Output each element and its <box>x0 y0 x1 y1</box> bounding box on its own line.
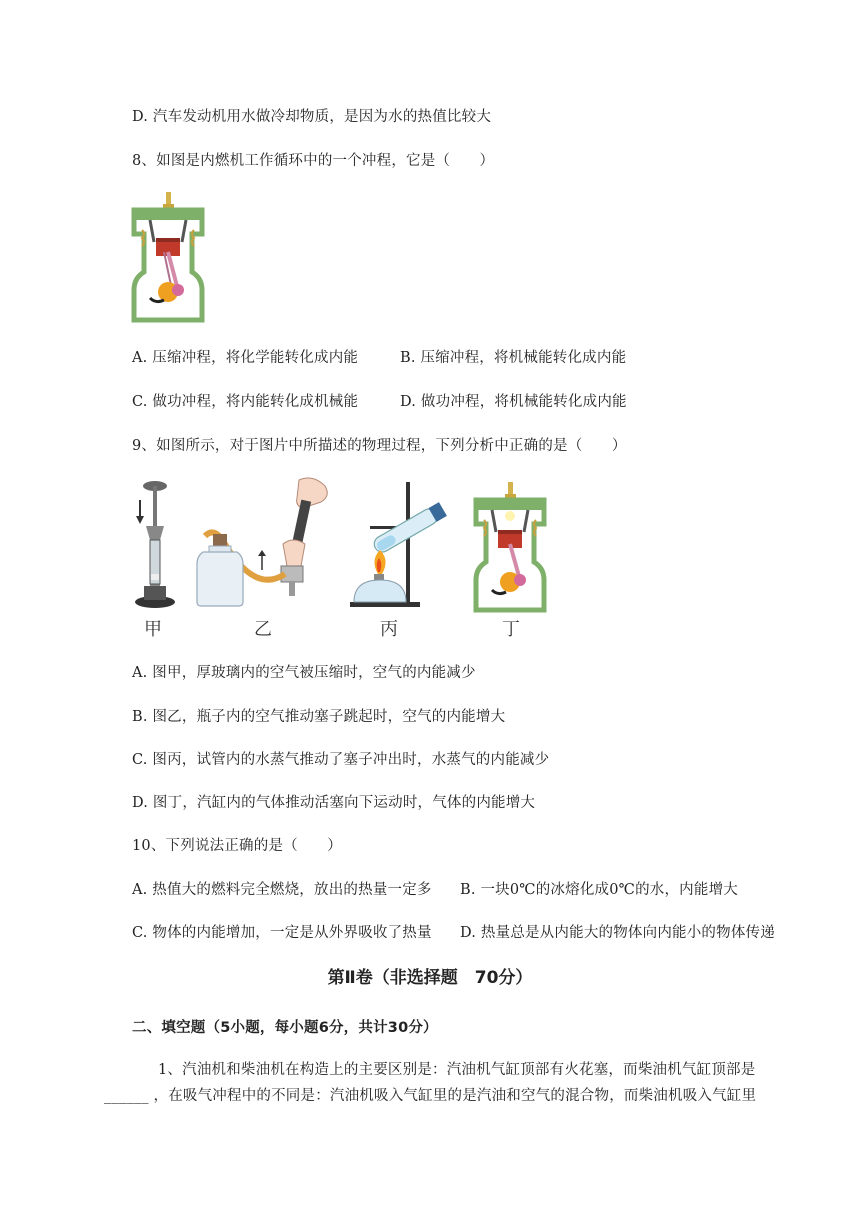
caption-ding: 丁 <box>502 619 520 640</box>
engine-stroke-figure <box>128 190 208 325</box>
q9-option-d: D. 图丁，汽缸内的气体推动活塞向下运动时，气体的内能增大 <box>132 795 536 811</box>
q1-line2: ______ ，在吸气冲程中的不同是：汽油机吸入气缸里的是汽油和空气的混合物，而柴油机吸入气缸里 <box>104 1088 757 1104</box>
q10-option-b: B. 一块0℃的冰熔化成0℃的水，内能增大 <box>460 882 738 898</box>
q8-option-a: A. 压缩冲程，将化学能转化成内能 <box>132 350 359 366</box>
q8-option-c: C. 做功冲程，将内能转化成机械能 <box>132 394 359 410</box>
part2-title: 第Ⅱ卷（非选择题 70分） <box>327 968 533 988</box>
q10-stem: 10、下列说法正确的是（ ） <box>132 838 342 854</box>
q8-option-d: D. 做功冲程，将机械能转化成内能 <box>400 394 627 410</box>
q8-option-b: B. 压缩冲程，将机械能转化成内能 <box>400 350 627 366</box>
q8-stem: 8、如图是内燃机工作循环中的一个冲程，它是（ ） <box>132 153 495 169</box>
q9-option-b: B. 图乙，瓶子内的空气推动塞子跳起时，空气的内能增大 <box>132 709 506 725</box>
figure-ding-engine <box>470 480 550 615</box>
q9-stem: 9、如图所示，对于图片中所描述的物理过程，下列分析中正确的是（ ） <box>132 438 627 454</box>
q10-option-d: D. 热量总是从内能大的物体向内能小的物体传递 <box>460 925 775 941</box>
q1-line1: 1、汽油机和柴油机在构造上的主要区别是：汽油机气缸顶部有火花塞，而柴油机气缸顶部是 <box>158 1062 756 1078</box>
q7-option-d: D. 汽车发动机用水做冷却物质，是因为水的热值比较大 <box>132 109 492 125</box>
figure-jia-compression <box>130 478 180 613</box>
figure-yi-bottle-pump <box>195 474 335 614</box>
caption-yi: 乙 <box>254 619 272 640</box>
section-heading: 二、填空题（5小题，每小题6分，共计30分） <box>132 1020 438 1036</box>
caption-bing: 丙 <box>380 619 398 640</box>
q9-option-c: C. 图丙，试管内的水蒸气推动了塞子冲出时，水蒸气的内能减少 <box>132 752 550 768</box>
q10-option-a: A. 热值大的燃料完全燃烧，放出的热量一定多 <box>132 882 432 898</box>
q10-option-c: C. 物体的内能增加，一定是从外界吸收了热量 <box>132 925 432 941</box>
figure-bing-test-tube <box>340 478 470 613</box>
caption-jia: 甲 <box>144 619 162 640</box>
q9-option-a: A. 图甲，厚玻璃内的空气被压缩时，空气的内能减少 <box>132 665 476 681</box>
